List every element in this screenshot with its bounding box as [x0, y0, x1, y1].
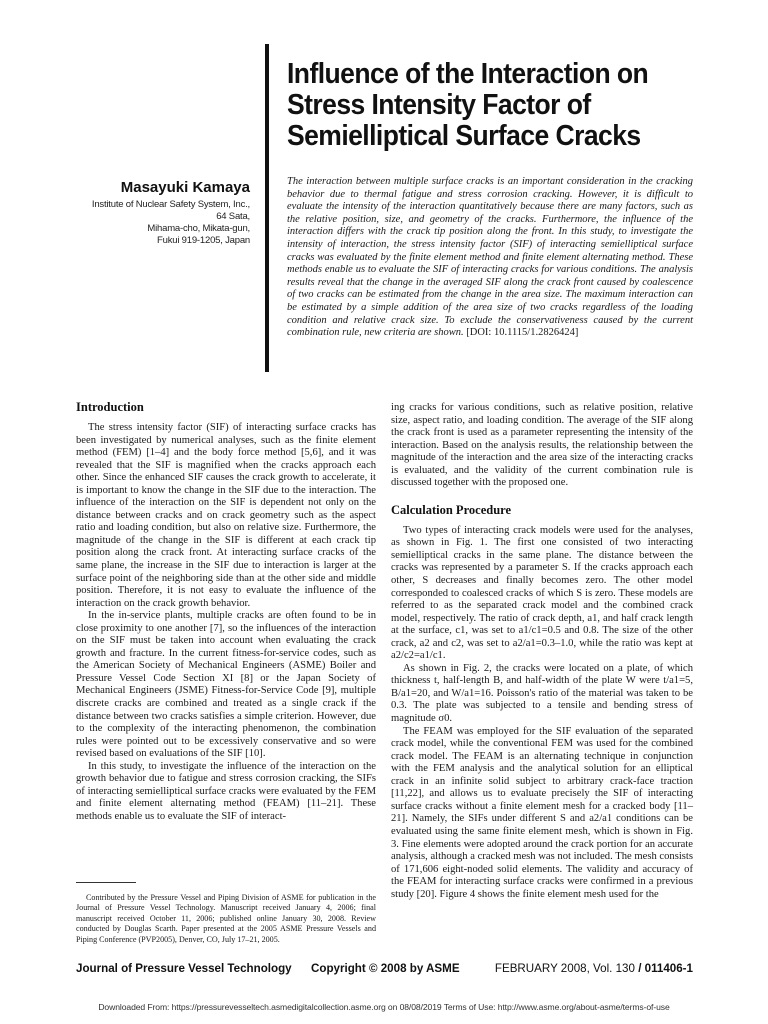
affiliation-line: Fukui 919-1205, Japan: [157, 235, 250, 246]
issue-date-volume: FEBRUARY 2008, Vol. 130: [494, 962, 635, 975]
footnote-text: Contributed by the Pressure Vessel and Piping Division of ASME for publication in the Journal of Pressure Vessel Technology. Manuscript received January 4, 2006; final manuscript received October 11, 2006; published online January 30, 2008. Review conducted by Douglas Scarth. Paper presented at the 2005 ASME Pressure Vessels and Piping Conference (PVP2005), Denver, CO, July 17–21, 2005.: [76, 893, 376, 944]
footnote-divider: [76, 882, 136, 883]
abstract-text: The interaction between multiple surface cracks is an important consideration in the cracking behavior due to thermal fatigue and stress corrosion cracking. However, it is difficult to evaluate the intensity of the interaction quantitatively because there are many factors, such as the relative position, size, and geometry of the cracks. Furthermore, the influence of the interaction differs with the crack tip position along the front. In this study, to investigate the intensity of interaction, the stress intensity factor (SIF) of interacting semielliptical surface cracks was evaluated by the finite element method and finite element alternating method. These methods enable us to evaluate the SIF of interacting cracks for various conditions. The analysis results reveal that the change in the averaged SIF along the crack front caused by coalescence of two cracks can be estimated from the change in the area size. The maximum interaction can be estimated by a simple addition of the area size of two cracks regardless of the loading condition and relative crack size. To exclude the conservativeness caused by the current combination rule, new criteria are shown.: [287, 176, 693, 339]
download-notice: Downloaded From: https://pressurevesseltech.asmedigitalcollection.asme.org on 08/08/2019 Terms of Use: http://www.asme.org/about-asme/terms-of-use: [98, 1002, 670, 1012]
calc-paragraph: The FEAM was employed for the SIF evaluation of the separated crack model, while the conventional FEM was used for the combined crack model. The FEAM is an alternating technique in conjunction with the FEM analysis and the analytical solution for an elliptical crack in an infinite solid subject to arbitrary crack-face traction [11,22], and allows us to evaluate precisely the SIF of interacting surface cracks without a finite element mesh for a cracked body [11–21]. Namely, the SIFs under different S and a2/a1 conditions can be evaluated using the same finite element mesh, which is shown in Fig. 3. Fine elements were adopted around the crack portion for an accurate analysis, although a cracked mesh was not included. The mesh consists of 171,606 eight-noded solid elements. The validity and accuracy of the FEAM for interacting surface cracks were confirmed in a previous study [20]. Figure 4 shows the finite element mesh used for the: [391, 725, 693, 900]
section-heading-introduction: Introduction: [76, 400, 144, 414]
title-rule: [265, 44, 269, 372]
intro-paragraph: In this study, to investigate the influence of the interaction on the growth behavior due to fatigue and stress corrosion cracking, the SIFs of interacting semielliptical surface cracks were evaluated by the FEM and finite element alternating method (FEAM) [11–21]. These methods enable us to evaluate the SIF of interact-: [76, 760, 376, 822]
footnote: [76, 893, 376, 945]
issue-info: [495, 962, 693, 975]
intro-continuation: ing cracks for various conditions, such as relative position, relative size, aspect ratio, and loading condition. The average of the SIF along the crack front is used as a parameter representing the intensity of the interaction. Based on the analysis results, the relationship between the magnitude of the interaction and the area size of the interacting cracks is evaluated, and the validity of the current combination rule is discussed together with the proposed one.: [391, 402, 693, 489]
affiliation-line: 64 Sata,: [216, 211, 250, 222]
abstract: [287, 176, 693, 340]
title-line: Semielliptical Surface Cracks: [287, 120, 641, 152]
right-column: [391, 402, 693, 901]
intro-paragraph: In the in-service plants, multiple cracks are often found to be in close proximity to one another [7], so the influences of the interaction on the SIF must be taken into account when evaluating the crack growth and fracture. In the current fitness-for-service codes, such as the American Society of Mechanical Engineers (ASME) Boiler and Pressure Vessel Code Section XI [8] or the Japan Society of Mechanical Engineers (JSME) Fitness-for-Service Code [9], multiple discrete cracks are combined and treated as a single crack if the distance between two cracks satisfies a simple criterion. However, due to the complexity of the interacting phenomenon, the combination rules were pointed out to be excessively conservative and so were revised based on evaluations of the SIF [10].: [76, 610, 376, 760]
calc-paragraph: Two types of interacting crack models were used for the analyses, as shown in Fig. 1. The first one consisted of two interacting semielliptical cracks in the same plane. The distance between the cracks was represented by a parameter S. If the cracks approach each other, S decreases and finally becomes zero. The other model corresponded to coalesced cracks of which S is zero. These models are referred to as the separated crack model and the combined crack model, respectively. The ratio of crack depth, a1, and half crack length at the surface, c1, was set to a1/c1=0.5 and 0.8. The size of the other crack, a2 and c2, was set to a2/a1=0.3–1.0, while the ratio was kept at a2/c2=a1/c1.: [391, 524, 693, 662]
intro-paragraph: The stress intensity factor (SIF) of interacting surface cracks has been investigated by numerical analyses, such as the finite element method (FEM) [1–4] and the body force method [5,6], and it was revealed that the SIF is magnified when the cracks approach each other. Since the enhanced SIF causes the crack growth to accelerate, it is important to know the change in the SIF due to the interaction. The influence of the interaction on the SIF is dependent not only on the distance between cracks and on crack geometry such as the aspect ratio and loading condition, but also on relative size. Furthermore, the magnitude of the change in the SIF is different at each crack tip position along the crack front. At interacting surface cracks of the same plane, the increase in the SIF due to interaction is larger at the surface point of the neighboring side than at the other side and middle position. Therefore, it is not easy to evaluate the influence of the interaction on the crack growth behavior.: [76, 422, 376, 609]
doi: [DOI: 10.1115/1.2826424]: [466, 327, 579, 339]
page-number: / 011406-1: [638, 962, 693, 975]
section-heading-calculation-procedure: Calculation Procedure: [391, 502, 512, 517]
page-footer: [76, 962, 693, 978]
title-line: Stress Intensity Factor of: [287, 89, 591, 121]
journal-name: Journal of Pressure Vessel Technology: [76, 962, 292, 975]
calc-paragraph: As shown in Fig. 2, the cracks were located on a plate, of which thickness t, half-length B, and half-width of the plate W were t/a1=5, B/a1=20, and W/a1=16. Poisson's ratio of the material was taken to be 0.3. The plate was subjected to a tensile and bending stress of magnitude σ0.: [391, 662, 693, 725]
affiliation-line: Institute of Nuclear Safety System, Inc.,: [91, 199, 250, 210]
author-block: [40, 178, 250, 247]
left-column: [76, 400, 376, 824]
copyright: Copyright © 2008 by ASME: [311, 962, 460, 975]
affiliation: [40, 199, 250, 247]
author-name: Masayuki Kamaya: [120, 179, 250, 196]
affiliation-line: Mihama-cho, Mikata-gun,: [147, 223, 250, 234]
title-line: Influence of the Interaction on: [287, 58, 649, 90]
paper-title: [287, 59, 678, 152]
